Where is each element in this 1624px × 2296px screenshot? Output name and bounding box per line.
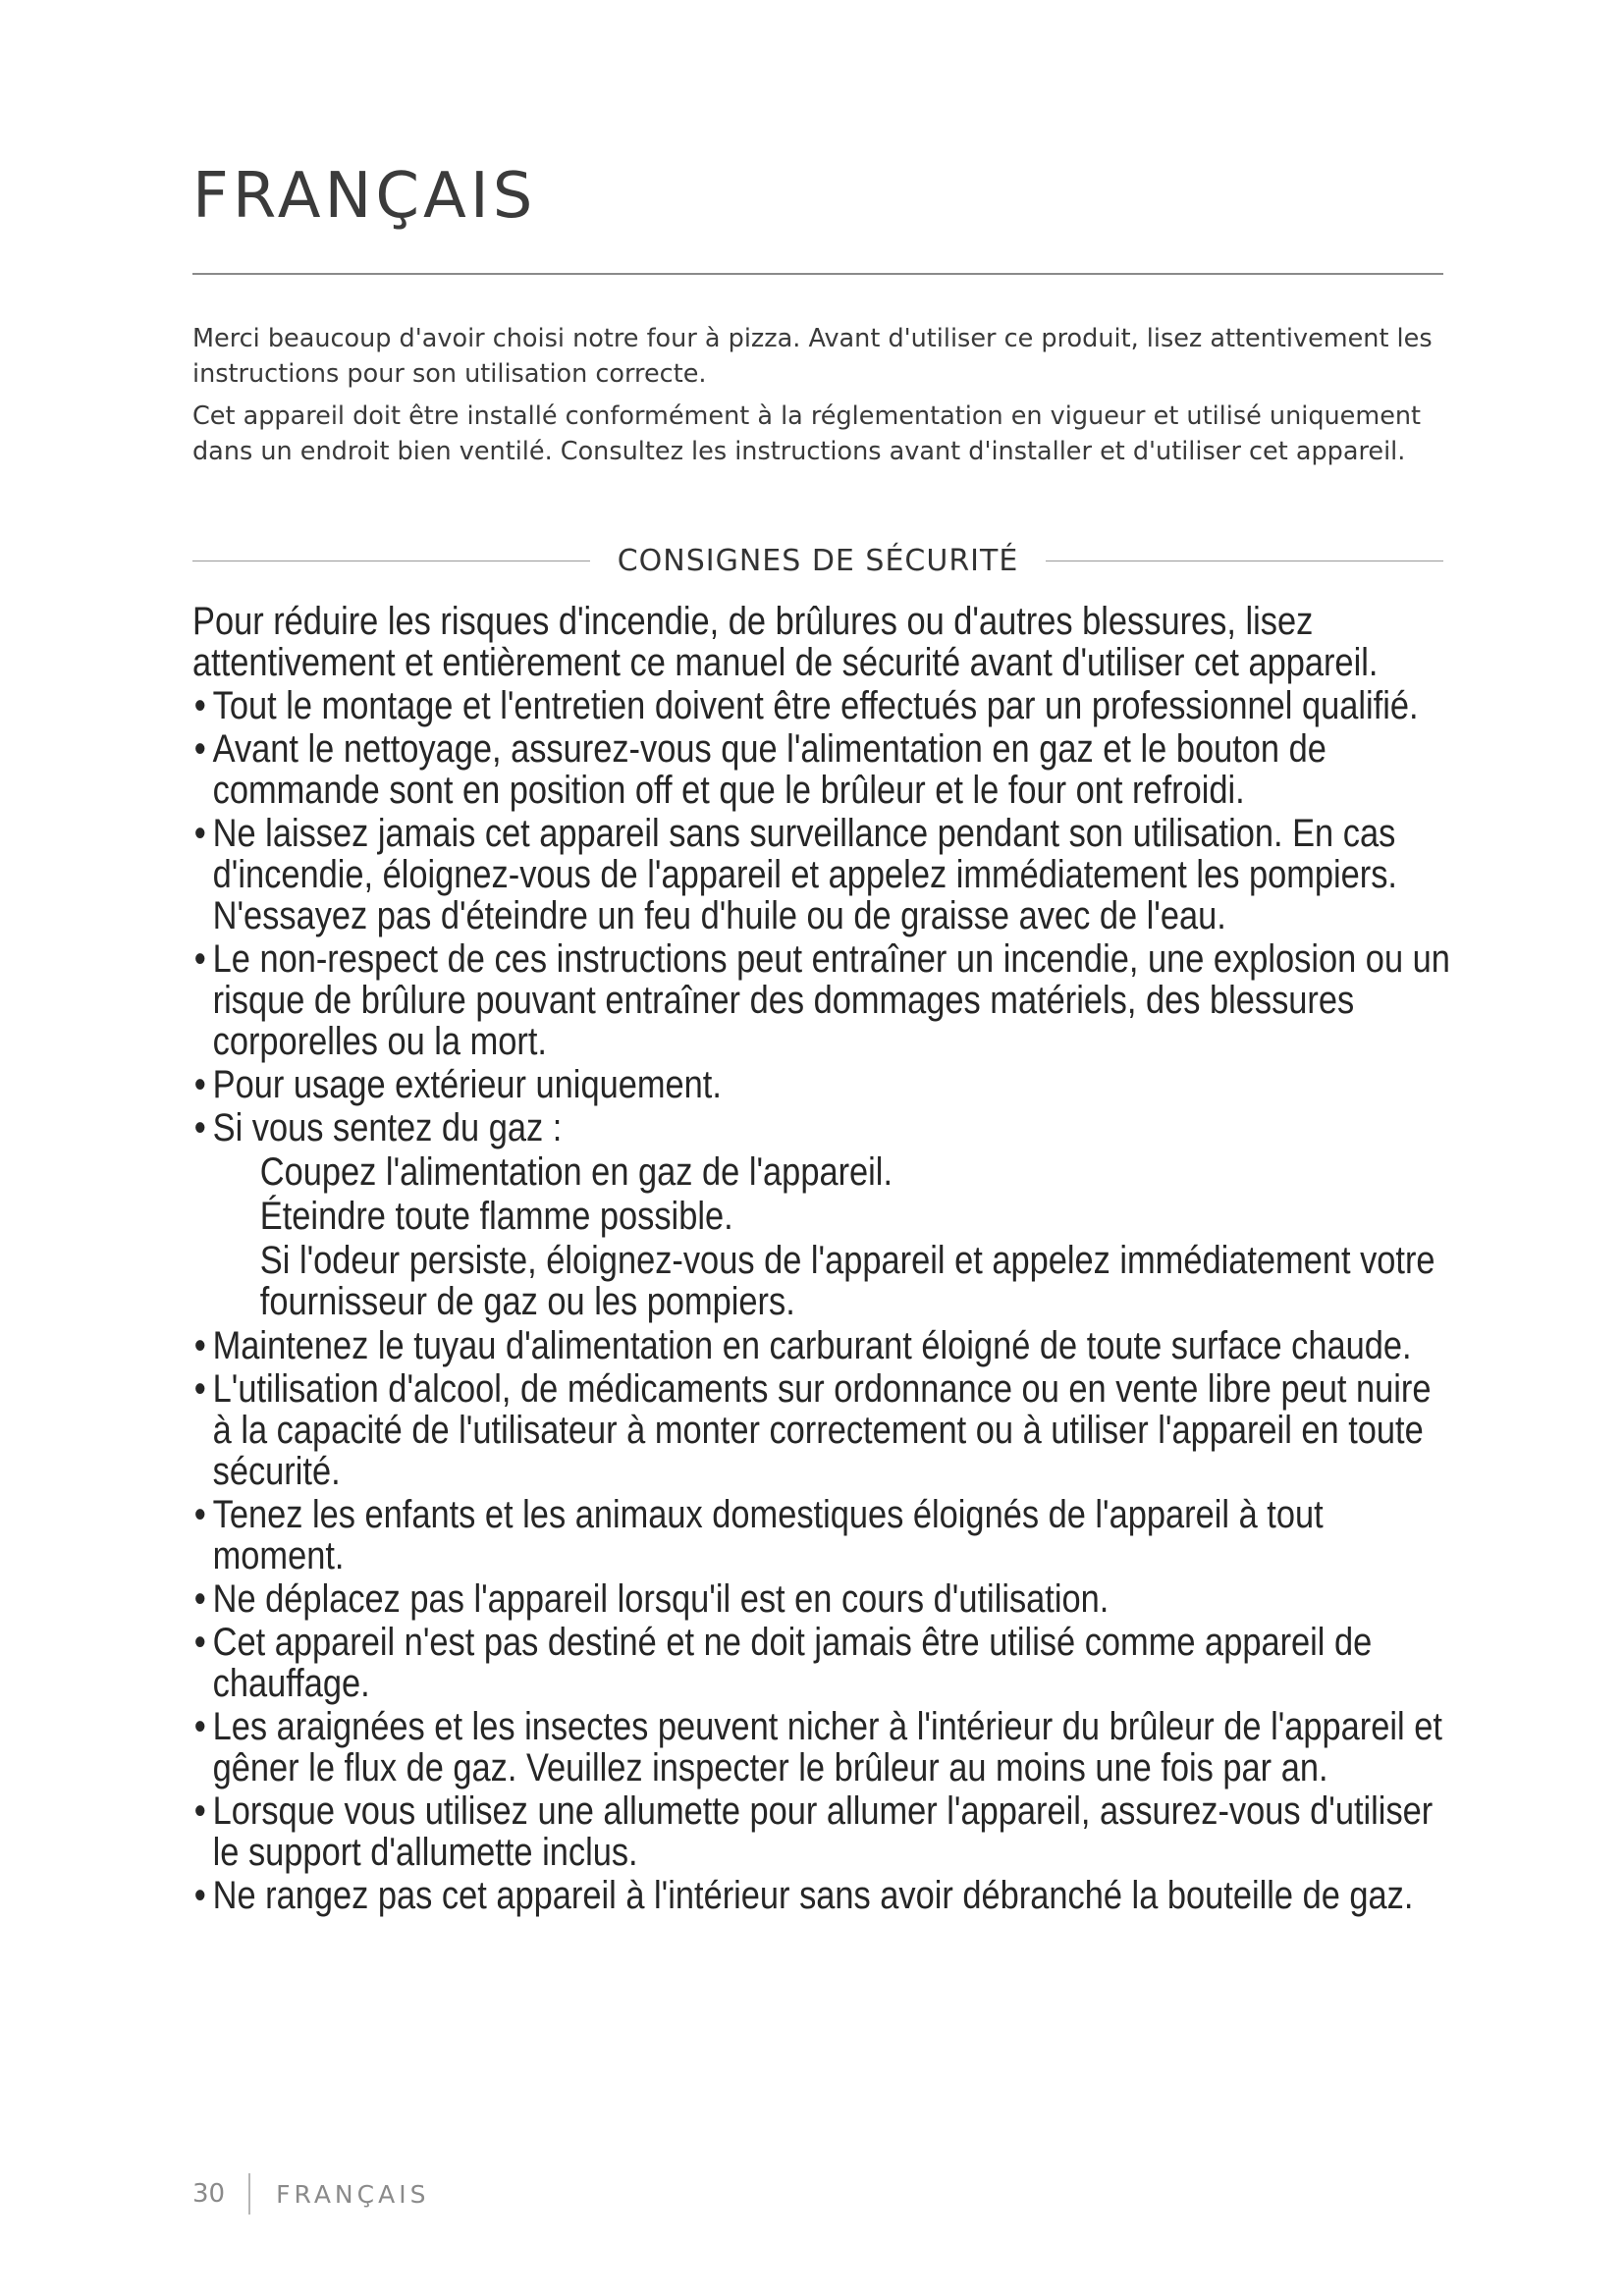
gas-step: Éteindre toute flamme possible. (259, 1195, 733, 1238)
bullet-icon: • (193, 1063, 206, 1106)
safety-item (192, 1064, 1459, 1105)
bullet-icon: • (193, 1577, 206, 1621)
safety-item-text: Lorsque vous utilisez une allumette pour allumer l'appareil, assurez-vous d'utiliser le support d'allumette inclus. (212, 1789, 1434, 1874)
bullet-icon: • (193, 1789, 206, 1833)
bullet-icon: • (193, 1874, 206, 1917)
safety-item (192, 938, 1459, 1062)
safety-item (192, 1578, 1459, 1620)
bullet-icon: • (193, 1493, 206, 1536)
footer-language: FRANÇAIS (276, 2179, 430, 2209)
intro-paragraph: Cet appareil doit être installé conformément à la réglementation en vigueur et utilisé uniquement dans un endroit bien ventilé. Consultez les instructions avant d'installer et d'utiliser cet appareil. (192, 401, 1422, 467)
safety-item-text: Tout le montage et l'entretien doivent être effectués par un professionnel qualifié. (212, 684, 1419, 727)
safety-item-text: L'utilisation d'alcool, de médicaments sur ordonnance ou en vente libre peut nuire à la capacité de l'utilisateur à monter correctement ou à utiliser l'appareil en toute sécurité. (212, 1367, 1432, 1493)
safety-item (192, 728, 1459, 811)
safety-item (192, 1325, 1459, 1366)
safety-item (192, 685, 1459, 726)
page-footer (192, 2173, 429, 2215)
intro-section (192, 322, 1459, 478)
title-divider (192, 273, 1443, 275)
safety-item (192, 1368, 1459, 1492)
safety-item-text: Pour usage extérieur uniquement. (212, 1063, 722, 1106)
safety-item (192, 1494, 1459, 1576)
safety-heading (192, 544, 1443, 578)
safety-list (192, 685, 1459, 1916)
intro-paragraph: Merci beaucoup d'avoir choisi notre four à pizza. Avant d'utiliser ce produit, lisez attentivement les instructions pour son utilisation correcte. (192, 324, 1433, 389)
safety-item-text: Maintenez le tuyau d'alimentation en carburant éloigné de toute surface chaude. (212, 1324, 1412, 1367)
safety-item (192, 1875, 1459, 1916)
safety-item-text: Cet appareil n'est pas destiné et ne doit jamais être utilisé comme appareil de chauffage. (212, 1621, 1373, 1705)
bullet-icon: • (193, 727, 206, 771)
safety-instructions (192, 600, 1450, 1918)
safety-item (192, 813, 1459, 936)
safety-item-text: Les araignées et les insectes peuvent nicher à l'intérieur du brûleur de l'appareil et gêner le flux de gaz. Veuillez inspecter le brûleur au moins une fois par an. (212, 1705, 1442, 1789)
bullet-icon: • (193, 1106, 206, 1149)
gas-step: Coupez l'alimentation en gaz de l'appareil. (259, 1150, 893, 1194)
safety-item-text: Ne laissez jamais cet appareil sans surveillance pendant son utilisation. En cas d'incendie, éloignez-vous de l'appareil et appelez immédiatement les pompiers. N'essayez pas d'éteindre un feu d'huile ou de graisse avec de l'eau. (212, 812, 1397, 937)
gas-steps-list (213, 1151, 1527, 1322)
bullet-icon: • (193, 1621, 206, 1664)
safety-item-text: Avant le nettoyage, assurez-vous que l'alimentation en gaz et le bouton de commande sont en position off et que le brûleur et le four ont refroidi. (212, 727, 1326, 812)
bullet-icon: • (193, 1324, 206, 1367)
safety-item-text: Ne déplacez pas l'appareil lorsqu'il est en cours d'utilisation. (212, 1577, 1110, 1621)
safety-item-text: Ne rangez pas cet appareil à l'intérieur sans avoir débranché la bouteille de gaz. (212, 1874, 1414, 1917)
safety-lead: Pour réduire les risques d'incendie, de brûlures ou d'autres blessures, lisez attentivement et entièrement ce manuel de sécurité avant d'utiliser cet appareil. (192, 600, 1379, 684)
safety-item (192, 1790, 1459, 1873)
safety-item-gas (192, 1107, 1459, 1322)
gas-step: Si l'odeur persiste, éloignez-vous de l'appareil et appelez immédiatement votre fournisseur de gaz ou les pompiers. (259, 1239, 1435, 1323)
bullet-icon: • (193, 1367, 206, 1411)
safety-item-text: Le non-respect de ces instructions peut entraîner un incendie, une explosion ou un risque de brûlure pouvant entraîner des dommages matériels, des blessures corporelles ou la mort. (212, 937, 1450, 1063)
page-number: 30 (192, 2179, 226, 2209)
safety-item (192, 1622, 1459, 1704)
bullet-icon: • (193, 937, 206, 981)
footer-divider (248, 2173, 250, 2215)
bullet-icon: • (193, 1705, 206, 1748)
safety-heading-label: CONSIGNES DE SÉCURITÉ (617, 544, 1019, 578)
bullet-icon: • (193, 684, 206, 727)
safety-item-text: Tenez les enfants et les animaux domestiques éloignés de l'appareil à tout moment. (212, 1493, 1324, 1577)
page-title: FRANÇAIS (192, 160, 537, 233)
bullet-icon: • (193, 812, 206, 855)
safety-item-text: Si vous sentez du gaz : (212, 1106, 563, 1149)
safety-item (192, 1706, 1459, 1789)
